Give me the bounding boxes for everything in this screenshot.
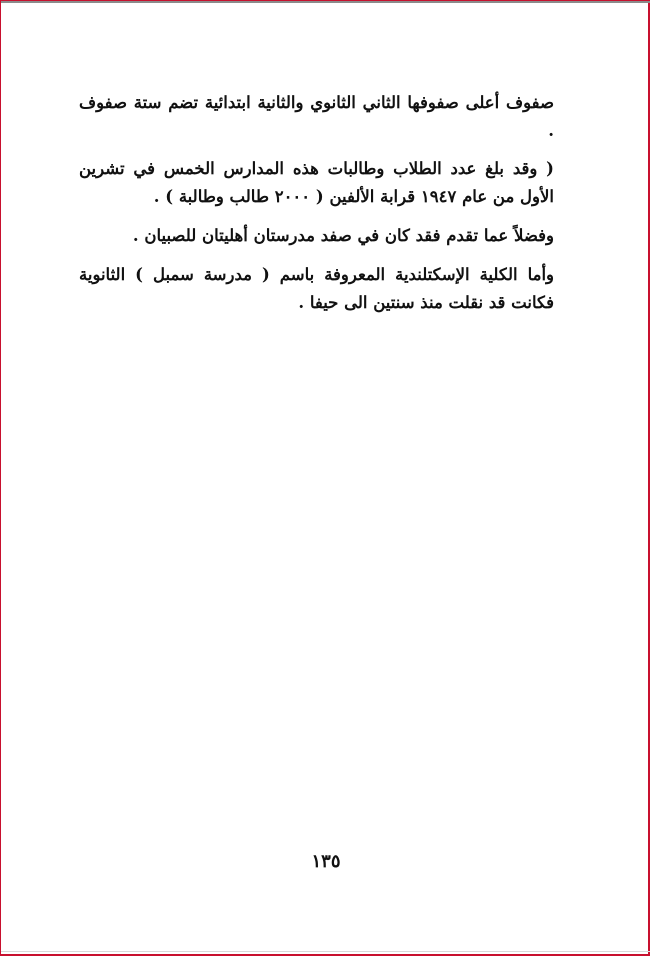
- paragraph-4: وأما الكلية الإسكتلندية المعروفة باسم ( مدرسة سمبل ) الثانوية فكانت قد نقلت منذ سنتين الى حيفا .: [79, 265, 554, 312]
- top-edge-divider: [1, 1, 650, 3]
- paragraph-3: وفضلاً عما تقدم فقد كان في صفد مدرستان أهليتان للصبيان .: [132, 226, 554, 245]
- paragraph-2: ( وقد بلغ عدد الطلاب وطالبات هذه المدارس الخمس في تشرين الأول من عام ١٩٤٧ قرابة الألفين ( ٢٠٠٠ طالب وطالبة ) .: [79, 159, 554, 206]
- body-text: [79, 89, 554, 328]
- bottom-edge-divider: [1, 951, 650, 952]
- page-number: ١٣٥: [311, 851, 341, 872]
- paragraph-1: صفوف أعلى صفوفها الثاني الثانوي والثانية ابتدائية تضم ستة صفوف .: [79, 93, 554, 140]
